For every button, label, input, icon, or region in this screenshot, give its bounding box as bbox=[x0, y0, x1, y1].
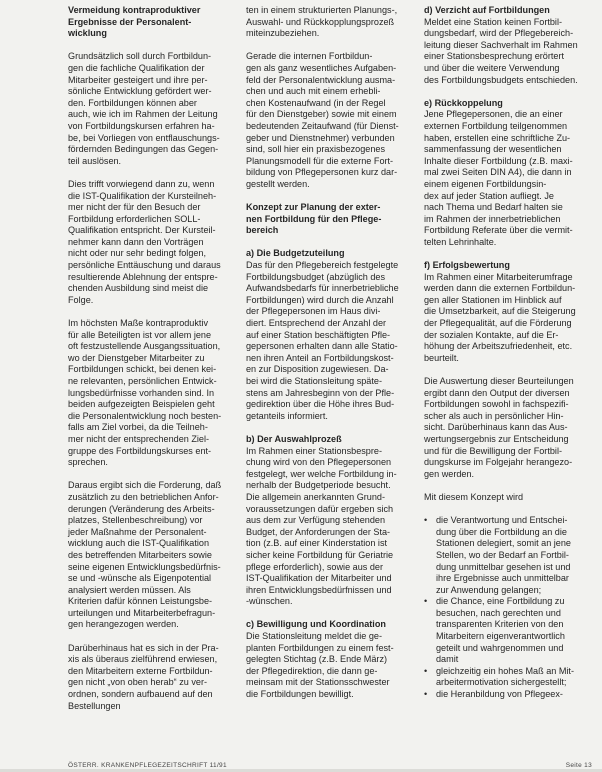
list-item bbox=[424, 596, 594, 666]
paragraph: Gerade die internen Fortbildun- gen als ganz wesentliches Aufgaben- feld der Personalentwicklung ausma- chen und auch mit einem erhebli- chen Kostenaufwand (in der Regel für den Dienstgeber) sowie mit einem bedeutenden Zeitaufwand (für Dienst- geber und Dienstnehmer) verbunden sind, soll hier ein praxisbezogenes Planungsmodell für die externe Fort- bildung von Pflegepersonen kurz dar- gestellt werden. bbox=[246, 51, 399, 189]
paragraph: Die Auswertung dieser Beurteilungen ergibt dann den Output der diversen Fortbildungen sowohl in fachspezifi- scher als auch in persönlicher Hin- sicht. Darüberhinaus kann das Aus- wertungsergebnis zur Entscheidung und für die Bewilligung der Fortbil- dungskurse im Folgejahr herangezo- gen werden. bbox=[424, 376, 574, 479]
column-middle bbox=[246, 5, 420, 712]
section-heading-konzept: Konzept zur Planung der exter- nen Fortbildung für den Pflege- bereich bbox=[246, 202, 382, 236]
list-item-text: die Heranbildung von Pflegeex- bbox=[436, 689, 563, 700]
paragraph: Daraus ergibt sich die Forderung, daß zusätzlich zu den betrieblichen Anfor- derungen (Veränderung des Arbeits- platzes, Stellenbeschreibung) vor jeder Maßnahme der Personalent- wicklung auch die IST-Qualifikation des betreffenden Mitarbeiters sowie seine eigenen Entwicklungsbedürfnis- se und -wünsche als Eigenpotential analysiert werden müssen. Als Kriterien dafür können Leistungsbe- urteilungen und Mitarbeiterbefragun- gen herangezogen werden. bbox=[68, 480, 222, 630]
bullet-icon: • bbox=[424, 689, 428, 700]
subheading-auswahlprozess: b) Der Auswahlprozeß bbox=[246, 433, 342, 444]
bullet-icon: • bbox=[424, 515, 428, 526]
footer-publication: ÖSTERR. KRANKENPFLEGEZEITSCHRIFT 11/91 bbox=[68, 762, 227, 769]
bullet-list bbox=[424, 515, 594, 701]
paragraph: Das für den Pflegebereich festgelegte Fortbildungsbudget (abzüglich des Aufwandsbedarfs für innerbetriebliche Fortbildungen) wird durch die Anzahl der Pflegepersonen im Haus divi- diert. Entsprechend der Anzahl der auf einer Station beschäftigten Pfle- gepersonen erhalten dann alle Statio- nen ihren Anteil an Fortbildungskost- en zur Disposition zugewiesen. Da- bei wird die Stationsleitung späte- stens am Jahresbeginn von der Pfle- gedirektion über die Höhe ihres Bud- getanteils informiert. bbox=[246, 260, 399, 421]
paragraph: ten in einem strukturierten Planungs-, Auswahl- und Rückkopplungsprozeß miteinzubeziehen. bbox=[246, 5, 398, 39]
list-item bbox=[424, 666, 594, 689]
paragraph: Darüberhinaus hat es sich in der Pra- xis als überaus zielführend erwiesen, den Mitarbeitern externe Fortbildun- gen nicht „von oben herab“ zu ver- ordnen, sondern aufbauend auf den Bestellungen bbox=[68, 642, 219, 711]
section-heading-vermeidung: Vermeidung kontraproduktiver Ergebnisse der Personalent- wicklung bbox=[68, 5, 201, 39]
paragraph: Mit diesem Konzept wird bbox=[424, 491, 524, 502]
subheading-rueckkoppelung: e) Rückkoppelung bbox=[424, 97, 503, 108]
list-item-text: die Verantwortung und Entschei- dung über die Fortbildung an die Stationen delegiert, somit an jene Stellen, wo der Bedarf an Fortbil- dung unmittelbar gesehen ist und ihre Ergebnisse auch unmittelbar zur Anwendung gelangen; bbox=[436, 515, 571, 595]
list-item bbox=[424, 689, 594, 701]
paragraph: Dies trifft vorwiegend dann zu, wenn die IST-Qualifikation der Kursteilneh- mer nicht der für den Besuch der Fortbildung erforderlichen SOLL- Qualifikation entspricht. Der Kursteil- nehmer kann dann den Vorträgen nicht oder nur sehr bedingt folgen, persönliche Enttäuschung und daraus resultierende Ablehnung der entspre- chenden Ausbildung sind meist die Folge. bbox=[68, 178, 221, 305]
subheading-verzicht: d) Verzicht auf Fortbildungen bbox=[424, 5, 550, 15]
paragraph: Im Rahmen einer Mitarbeiterumfrage werden dann die externen Fortbildun- gen aller Stationen im Hinblick auf die Umsetzbarkeit, auf die Steigerung der Pflegequalität, auf die Förderung der sozialen Kontakte, auf die Er- höhung der Arbeitszufriedenheit, etc. beurteilt. bbox=[424, 271, 576, 363]
paragraph: Im höchsten Maße kontraproduktiv für alle Beteiligten ist vor allem jene oft festzustellende Ausgangssituation, wo der Dienstgeber Mitarbeiter zu Fortbildungen schickt, bei denen kei- ne relevanten, persönlichen Entwick- lungsbedürfnisse vorhanden sind. In beiden aufgezeigten Beispielen geht die Personalentwicklung noch besten- falls am Ziel vorbei, da die Teilneh- mer nicht der entsprechenden Ziel- gruppe des Fortbildungskurses ent- sprechen. bbox=[68, 318, 222, 468]
paragraph: Jene Pflegepersonen, die an einer externen Fortbildung teilgenommen haben, erstellen eine schriftliche Zu- sammenfassung der wesentlichen Inhalte dieser Fortbildung (z.B. maxi- mal zwei Seiten DIN A4), die dann in einem eigenen Fortbildungsin- dex auf jeder Station aufliegt. Je nach Thema und Bedarf halten sie im Rahmen der innerbetrieblichen Fortbildung Referate über die vermit- telten Lehrinhalte. bbox=[424, 109, 573, 247]
subheading-erfolgsbewertung: f) Erfolgsbewertung bbox=[424, 260, 510, 271]
column-right bbox=[424, 5, 594, 701]
paragraph: Grundsätzlich soll durch Fortbildun- gen die fachliche Qualifikation der Mitarbeiter gesteigert und ihre per- sönliche Entwicklung gefördert wer- den. Fortbildungen können aber auch, wie ich im Rahmen der Leitung von Fortbildungskursen erfahren ha- be, bei Vorliegen von entflauschungs- fördernden Bedingungen das Gegen- teil auslösen. bbox=[68, 51, 220, 166]
column-left bbox=[68, 5, 242, 724]
list-item-text: die Chance, eine Fortbildung zu besuchen, nach gerechten und transparenten Kriterien von den Mitarbeitern eigenverantwortlich geteilt und wahrgenommen und damit bbox=[436, 596, 565, 665]
footer-page-number: Seite 13 bbox=[565, 762, 592, 769]
bullet-icon: • bbox=[424, 665, 428, 676]
paragraph: Die Stationsleitung meldet die ge- planten Fortbildungen zu einem fest- gelegten Stichtag (z.B. Ende März) der Pflegedirektion, die dann ge- meinsam mit der Stationsschwester die Fortbildungen bewilligt. bbox=[246, 631, 394, 700]
list-item-text: gleichzeitig ein hohes Maß an Mit- arbeitermotivation sichergestellt; bbox=[436, 665, 574, 688]
subheading-budgetzuteilung: a) Die Budgetzuteilung bbox=[246, 248, 345, 259]
bullet-icon: • bbox=[424, 596, 428, 607]
paragraph: Im Rahmen einer Stationsbespre- chung wird von den Pflegepersonen festgelegt, wer welche Fortbildung in- nerhalb der Budgetperiode besucht. Die allgemein anerkannten Grund- voraussetzungen dafür ergeben sich aus dem zur Verfügung stehenden Budget, der Anforderungen der Sta- tion (z.B. auf einer Kinderstation ist sicher keine Fortbildung für Geriatrie pflege erforderlich), sowie aus der IST-Qualifikation der Mitarbeiter und ihren Entwicklungsbedürfnissen und -wünschen. bbox=[246, 445, 397, 607]
paragraph: Meldet eine Station keinen Fortbil- dungsbedarf, wird der Pflegebereich- leitung dieser Sachverhalt im Rahmen einer Stationsbesprechung erörtert und über die weitere Verwendung des Fortbildungsbudgets entschieden. bbox=[424, 16, 578, 85]
list-item bbox=[424, 515, 594, 596]
subheading-bewilligung: c) Bewilligung und Koordination bbox=[246, 619, 386, 630]
